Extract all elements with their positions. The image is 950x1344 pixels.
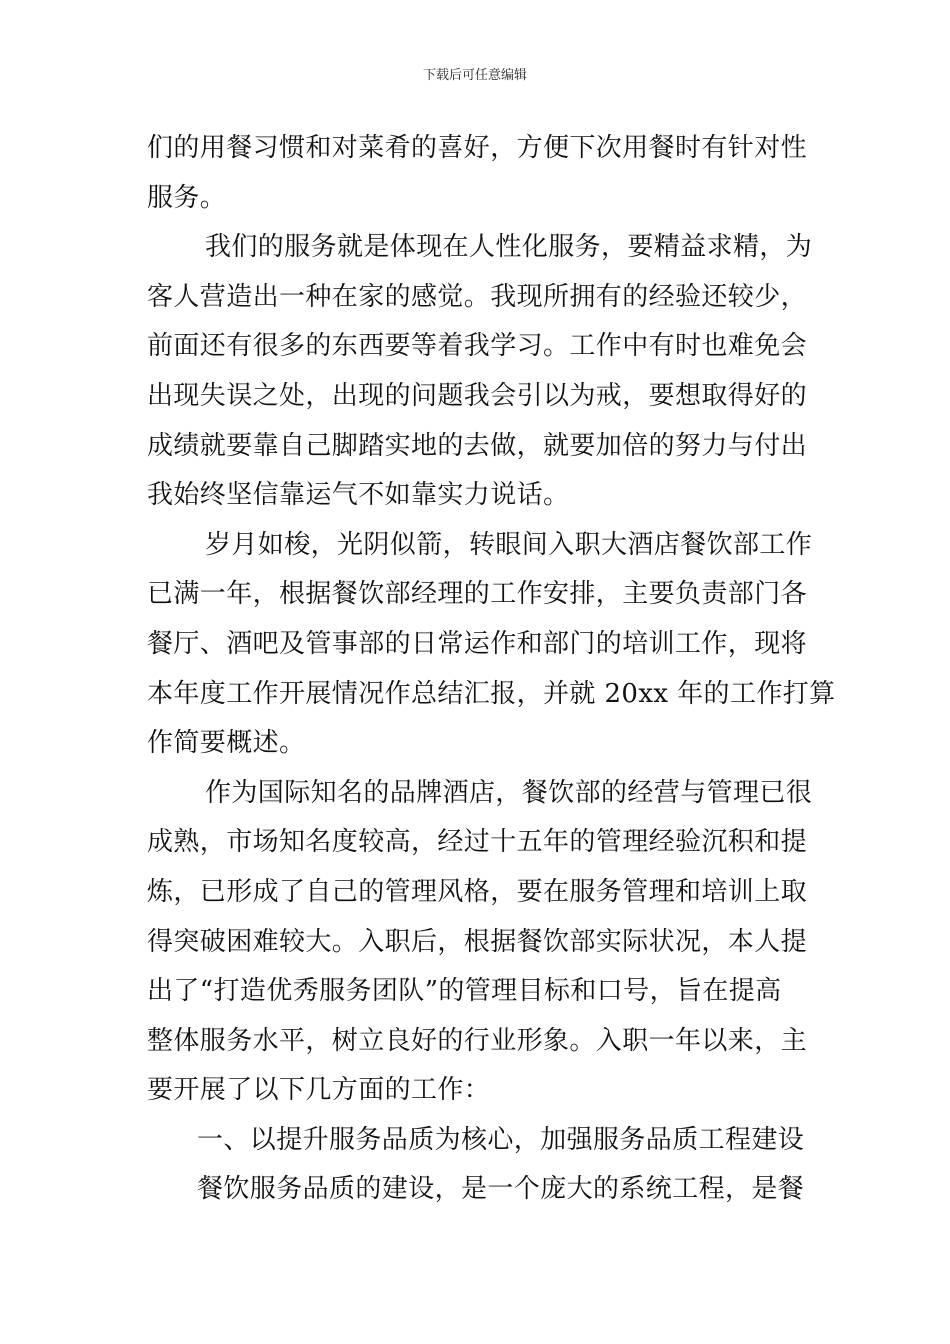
- text-line: 整体服务水平，树立良好的行业形象。入职一年以来，主: [147, 1025, 808, 1056]
- page-header: 下载后可任意编辑: [422, 68, 527, 83]
- document-body: [147, 124, 836, 1215]
- paragraph-start-line: 我们的服务就是体现在人性化服务，要精益求精，为: [205, 232, 813, 263]
- text-line: 客人营造出一种在家的感觉。我现所拥有的经验还较少，: [147, 281, 808, 312]
- text-line: 我始终坚信靠运气不如靠实力说话。: [147, 480, 570, 511]
- text-line: 作简要概述。: [147, 728, 306, 759]
- section-heading: 一、以提升服务品质为核心，加强服务品质工程建设: [197, 1124, 805, 1155]
- text-line: 们的用餐习惯和对菜肴的喜好，方便下次用餐时有针对性: [147, 133, 808, 163]
- text-line: 成熟，市场知名度较高，经过十五年的管理经验沉积和提: [147, 827, 808, 858]
- text-line: 得突破困难较大。入职后，根据餐饮部实际状况，本人提: [147, 926, 808, 957]
- paragraph-start-line: 岁月如梭，光阴似箭，转眼间入职大酒店餐饮部工作: [205, 529, 813, 560]
- paragraph-start-line: 作为国际知名的品牌酒店，餐饮部的经营与管理已很: [205, 777, 813, 808]
- text-line: 出了“打造优秀服务团队”的管理目标和口号，旨在提高: [147, 976, 782, 1007]
- text-line: 本年度工作开展情况作总结汇报，并就 20xx 年的工作打算: [147, 678, 836, 709]
- text-line: 餐厅、酒吧及管事部的日常运作和部门的培训工作，现将: [147, 628, 808, 659]
- text-line: 前面还有很多的东西要等着我学习。工作中有时也难免会: [147, 331, 808, 362]
- text-line: 炼，已形成了自己的管理风格，要在服务管理和培训上取: [147, 876, 808, 907]
- paragraph-start-line: 餐饮服务品质的建设，是一个庞大的系统工程，是餐: [197, 1174, 805, 1205]
- text-line: 服务。: [147, 182, 227, 213]
- text-line: 要开展了以下几方面的工作：: [147, 1075, 491, 1106]
- text-line: 出现失误之处，出现的问题我会引以为戒，要想取得好的: [147, 380, 808, 411]
- text-line: 已满一年，根据餐饮部经理的工作安排，主要负责部门各: [147, 579, 808, 610]
- text-line: 成绩就要靠自己脚踏实地的去做，就要加倍的努力与付出: [147, 430, 808, 461]
